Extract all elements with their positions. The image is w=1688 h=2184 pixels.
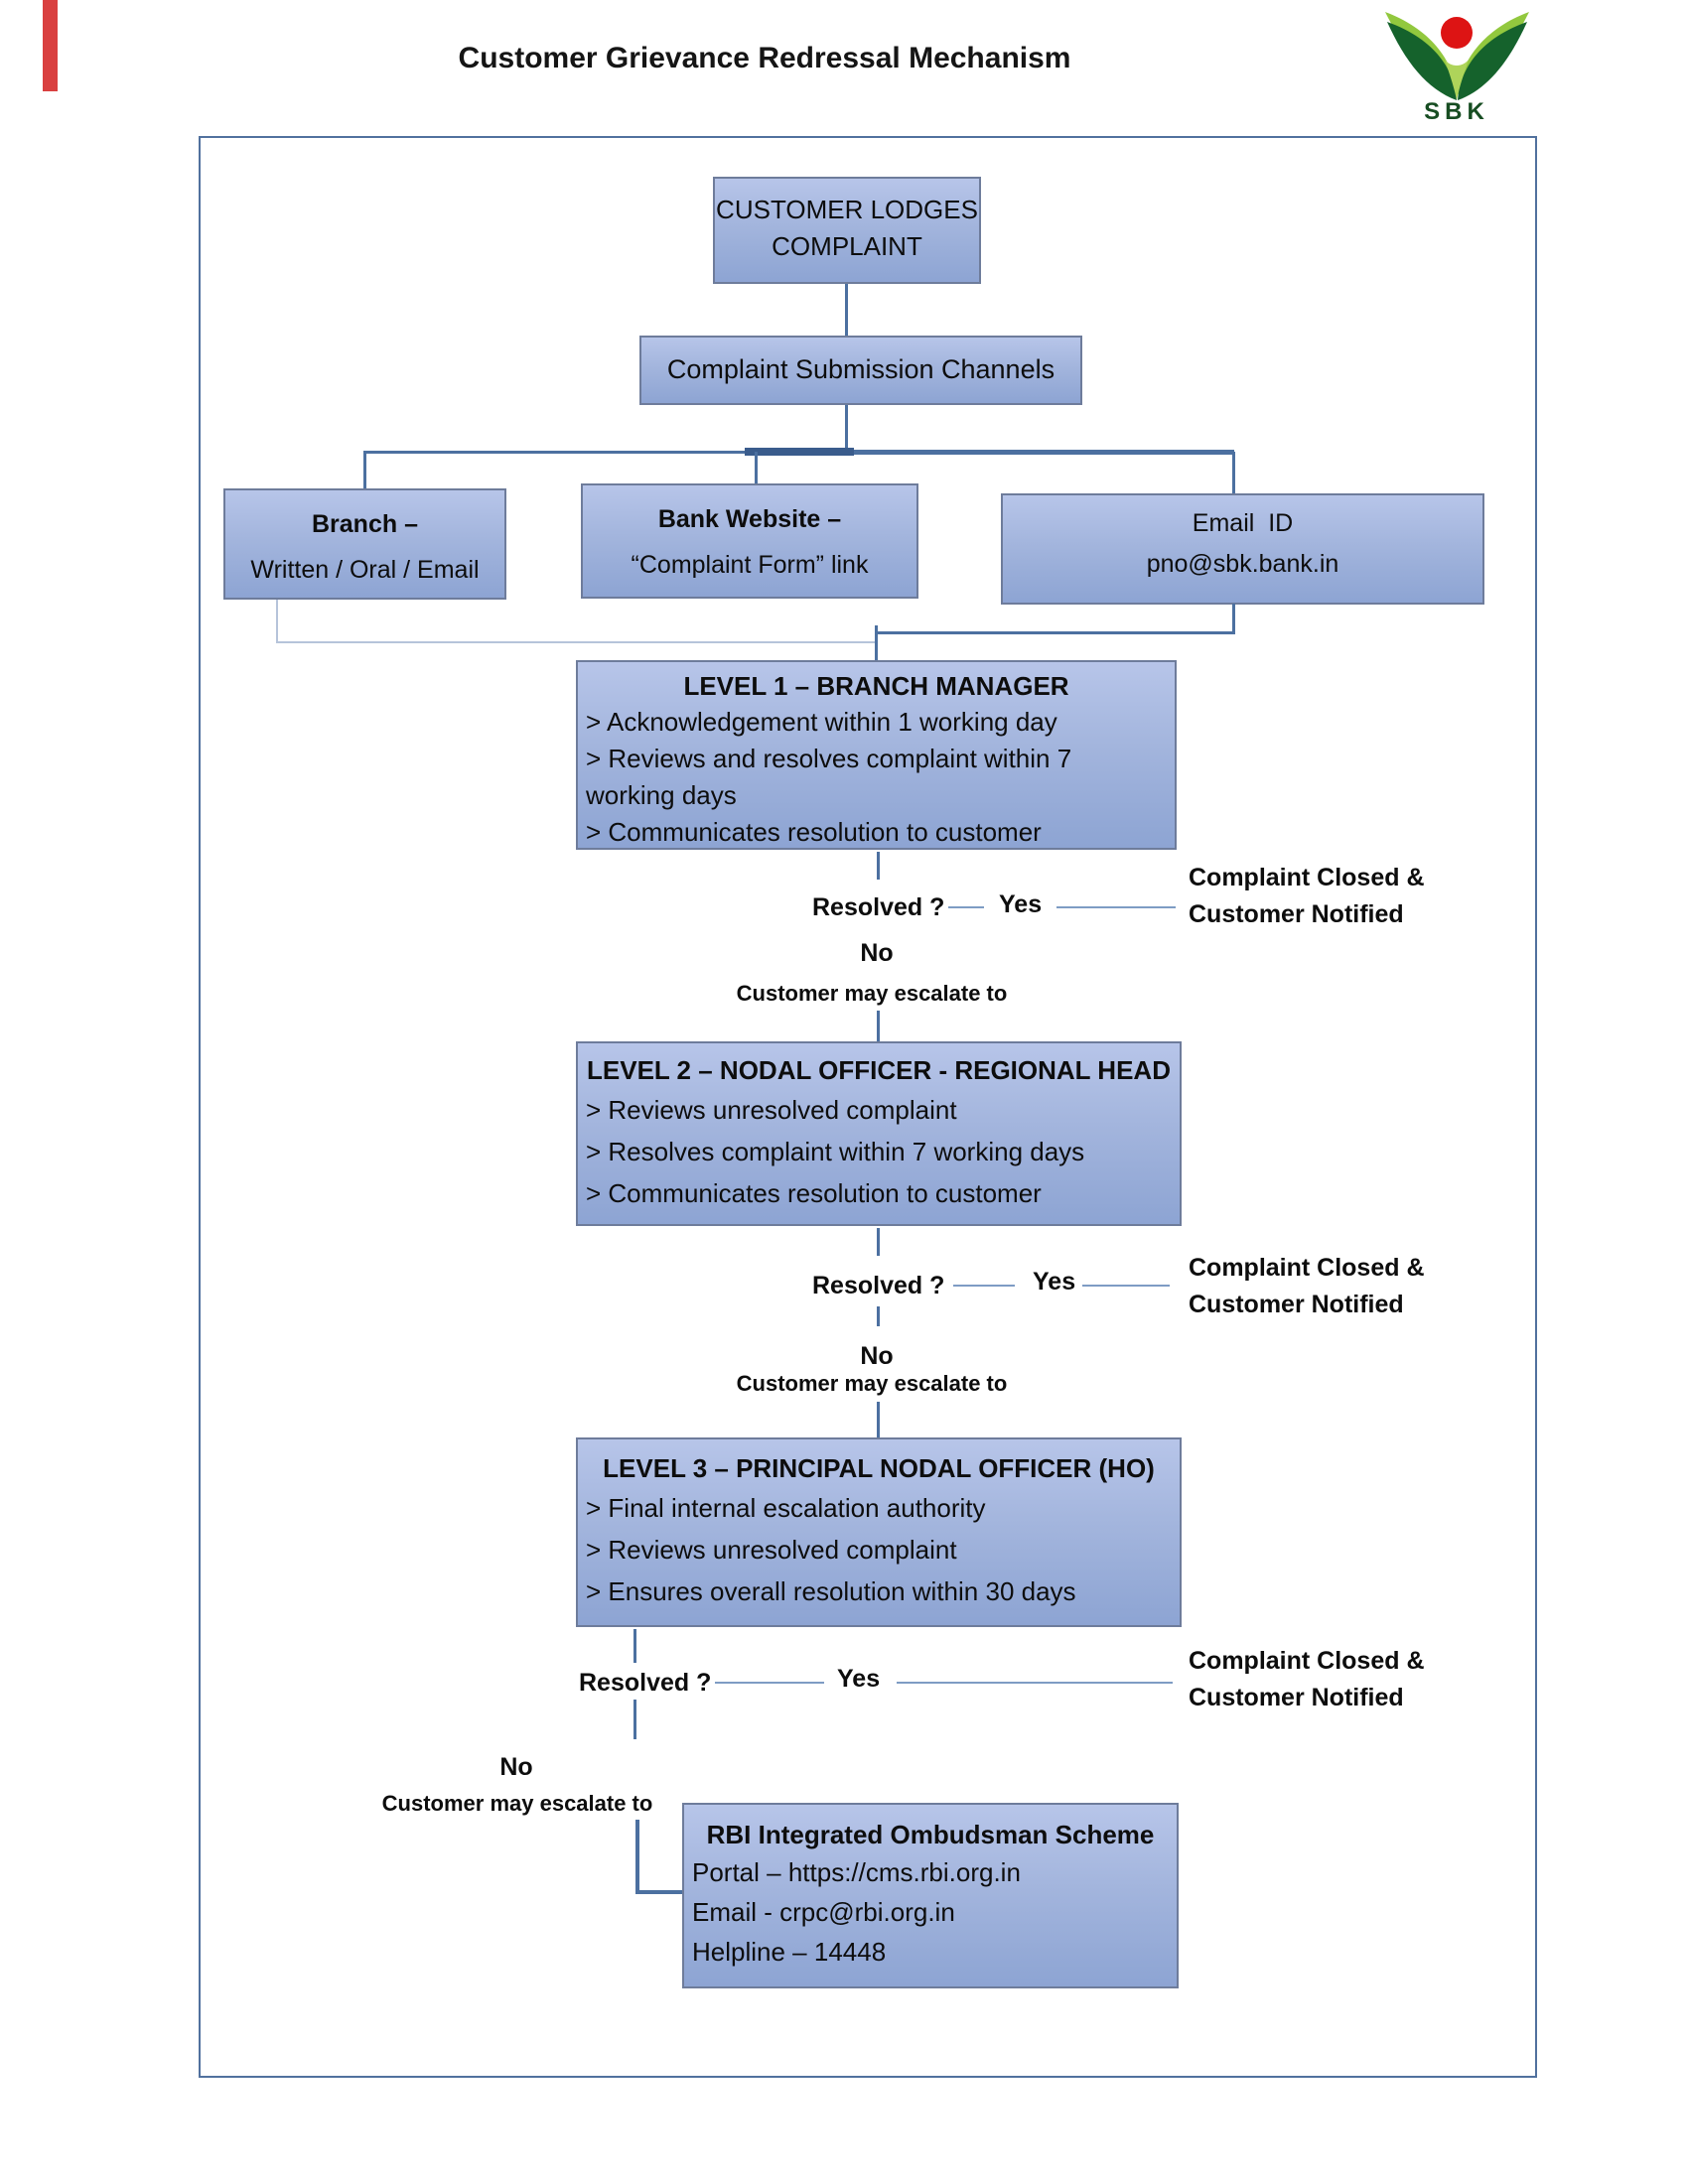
connector-resolved-no-2 xyxy=(877,1306,880,1326)
connector-email-merge xyxy=(877,631,1235,634)
closed-label-1-line2: Customer Notified xyxy=(1189,900,1404,928)
node-bank-website-body: “Complaint Form” link xyxy=(631,551,869,579)
node-rbi-line: Helpline – 14448 xyxy=(692,1937,887,1967)
node-rbi xyxy=(682,1803,1179,1988)
node-bank-website-title: Bank Website – xyxy=(657,505,842,533)
resolved-label-1: Resolved ? xyxy=(812,893,945,921)
node-level2-point: > Communicates resolution to customer xyxy=(586,1178,1042,1208)
resolved-label-3: Resolved ? xyxy=(579,1669,712,1697)
node-level1-point: > Communicates resolution to customer xyxy=(586,817,1042,847)
node-level3-point: > Ensures overall resolution within 30 days xyxy=(586,1576,1076,1606)
connector-branch-down-light xyxy=(276,600,278,643)
logo-dot-icon xyxy=(1441,17,1473,49)
node-level3-point: > Final internal escalation authority xyxy=(586,1493,986,1523)
node-bank-website xyxy=(581,483,918,599)
connector-yes-closed-2 xyxy=(1082,1285,1170,1287)
connector-distribution-right xyxy=(847,450,1234,455)
no-label-3: No xyxy=(499,1753,533,1781)
node-rbi-line: Email - crpc@rbi.org.in xyxy=(692,1897,955,1927)
connector-drop-email xyxy=(1232,452,1235,494)
connector-level3-resolved xyxy=(633,1629,636,1663)
node-level2-point: > Reviews unresolved complaint xyxy=(586,1095,957,1125)
escalate-label-3: Customer may escalate to xyxy=(381,1791,653,1816)
no-label-2: No xyxy=(860,1342,894,1370)
logo-text: SBK xyxy=(1424,98,1489,123)
connector-level2-resolved xyxy=(877,1228,880,1256)
node-email-id-line1: Email ID xyxy=(1192,509,1294,537)
closed-label-2 xyxy=(1189,1250,1447,1323)
red-margin-mark xyxy=(43,0,58,91)
node-submission-channels-label: Complaint Submission Channels xyxy=(666,354,1055,384)
node-email-id xyxy=(1001,493,1484,605)
node-level2-point: > Resolves complaint within 7 working days xyxy=(586,1137,1085,1166)
node-submission-channels xyxy=(639,336,1082,405)
connector-resolved-yes-1 xyxy=(948,906,984,908)
resolved-label-2: Resolved ? xyxy=(812,1272,945,1299)
closed-label-3-line2: Customer Notified xyxy=(1189,1684,1404,1711)
node-level3 xyxy=(576,1437,1182,1627)
node-customer-lodges-line1: CUSTOMER LODGES xyxy=(716,195,978,224)
connector-junction-thick xyxy=(745,448,854,456)
node-customer-lodges-line2: COMPLAINT xyxy=(772,231,922,261)
node-level1 xyxy=(576,660,1177,850)
node-level1-point: > Reviews and resolves complaint within 7 working days xyxy=(586,744,1072,810)
node-level1-title: LEVEL 1 – BRANCH MANAGER xyxy=(683,671,1069,701)
connector-yes-closed-3 xyxy=(897,1682,1173,1684)
connector-channels-down xyxy=(845,405,848,453)
closed-label-1 xyxy=(1189,860,1447,933)
node-level3-title: LEVEL 3 – PRINCIPAL NODAL OFFICER (HO) xyxy=(603,1453,1155,1483)
escalate-label-1: Customer may escalate to xyxy=(736,981,1008,1006)
connector-merge-level1 xyxy=(875,625,878,662)
node-level2 xyxy=(576,1041,1182,1226)
connector-escalate-level3 xyxy=(877,1402,880,1437)
closed-label-3 xyxy=(1189,1643,1447,1716)
node-level2-title: LEVEL 2 – NODAL OFFICER - REGIONAL HEAD xyxy=(587,1055,1171,1085)
node-rbi-line: Portal – https://cms.rbi.org.in xyxy=(692,1857,1021,1887)
connector-resolved-yes-3 xyxy=(715,1682,824,1684)
closed-label-2-line1: Complaint Closed & xyxy=(1189,1254,1425,1282)
escalate-label-2: Customer may escalate to xyxy=(736,1371,1008,1396)
node-branch-body: Written / Oral / Email xyxy=(250,556,480,584)
closed-label-1-line1: Complaint Closed & xyxy=(1189,864,1425,891)
node-rbi-title: RBI Integrated Ombudsman Scheme xyxy=(706,1820,1155,1849)
connector-escalate-rbi-vertical xyxy=(635,1820,639,1894)
connector-drop-website xyxy=(755,452,758,484)
connector-escalate-level2 xyxy=(877,1011,880,1041)
yes-label-1: Yes xyxy=(999,890,1043,918)
closed-label-3-line1: Complaint Closed & xyxy=(1189,1647,1425,1675)
yes-label-2: Yes xyxy=(1033,1268,1076,1296)
connector-email-down xyxy=(1232,604,1235,634)
yes-label-3: Yes xyxy=(837,1665,881,1693)
node-branch xyxy=(223,488,506,600)
node-customer-lodges xyxy=(713,177,981,284)
closed-label-2-line2: Customer Notified xyxy=(1189,1291,1404,1318)
page-title: Customer Grievance Redressal Mechanism xyxy=(458,42,1071,74)
node-level1-point: > Acknowledgement within 1 working day xyxy=(586,707,1057,737)
connector-yes-closed-1 xyxy=(1056,906,1176,908)
node-email-id-line2: pno@sbk.bank.in xyxy=(1146,550,1339,578)
connector-drop-branch xyxy=(363,452,366,489)
no-label-1: No xyxy=(860,939,894,967)
connector-level1-resolved xyxy=(877,852,880,880)
connector-resolved-no-3 xyxy=(633,1700,636,1739)
connector-lodge-channels xyxy=(845,284,848,336)
sbk-logo xyxy=(1375,2,1539,123)
node-branch-title: Branch – xyxy=(312,510,418,538)
node-level3-point: > Reviews unresolved complaint xyxy=(586,1535,957,1565)
connector-escalate-rbi-horizontal xyxy=(635,1890,682,1894)
connector-resolved-yes-2 xyxy=(953,1285,1015,1287)
sbk-logo-icon xyxy=(1375,2,1539,123)
connector-branch-merge-light xyxy=(276,641,877,643)
